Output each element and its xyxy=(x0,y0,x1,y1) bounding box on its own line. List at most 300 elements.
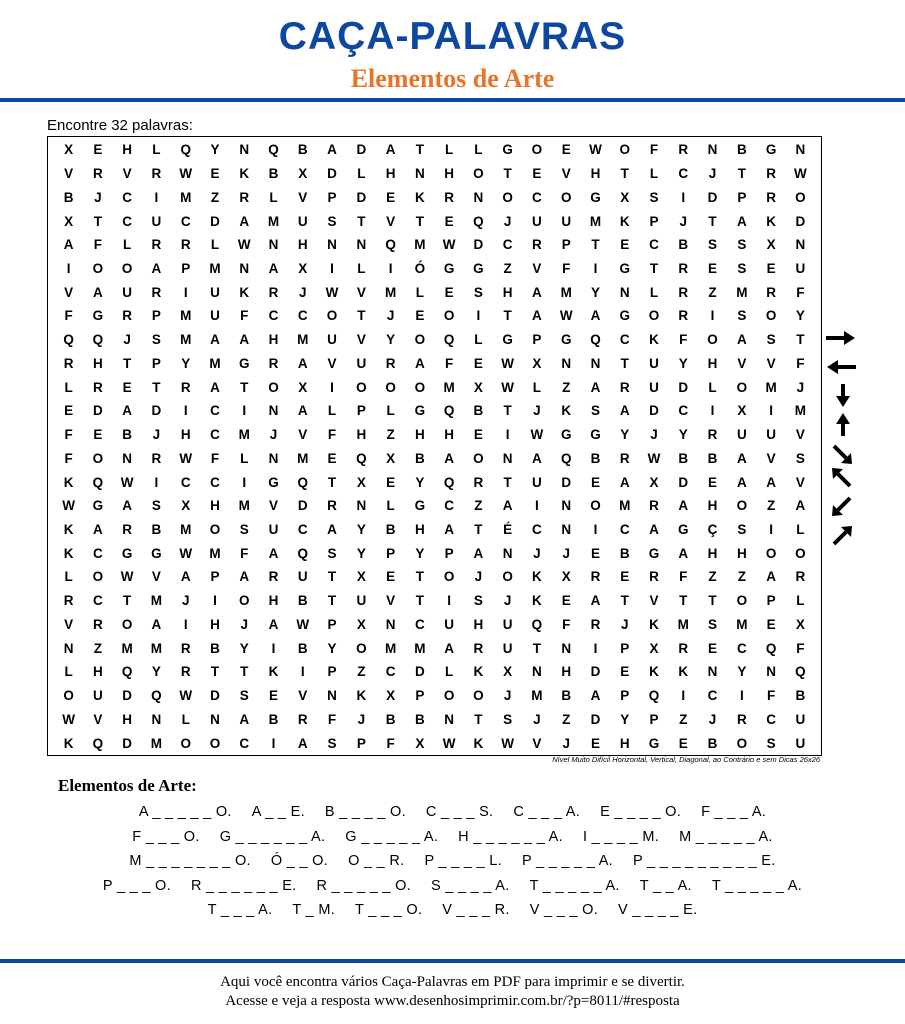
grid-cell: S xyxy=(649,189,659,205)
grid-cell: I xyxy=(242,403,247,419)
grid-cell: H xyxy=(93,355,103,371)
grid-cell: D xyxy=(356,142,367,158)
grid-cell: I xyxy=(330,260,334,276)
grid-cell: F xyxy=(796,640,805,656)
grid-cell: Y xyxy=(386,332,396,348)
grid-cell: N xyxy=(590,355,601,371)
grid-cell: N xyxy=(356,498,367,514)
grid-cell: R xyxy=(532,237,542,253)
grid-cell: R xyxy=(93,166,103,182)
grid-cell: K xyxy=(473,735,484,751)
grid-cell: M xyxy=(267,213,280,229)
grid-cell: U xyxy=(532,213,542,229)
grid-cell: Z xyxy=(386,427,395,443)
grid-cell: F xyxy=(562,260,571,276)
clues-heading: Elementos de Arte: xyxy=(58,776,197,795)
grid-cell: U xyxy=(297,213,308,229)
grid-cell: S xyxy=(766,332,776,348)
grid-cell: A xyxy=(590,308,601,324)
grid-cell: E xyxy=(386,569,396,585)
grid-cell: A xyxy=(590,593,601,609)
grid-cell: K xyxy=(561,403,572,419)
grid-cell: H xyxy=(210,616,220,632)
grid-cell: J xyxy=(650,427,658,443)
grid-cell: W xyxy=(793,166,807,182)
grid-cell: Q xyxy=(92,332,104,348)
grid-cell: D xyxy=(93,403,103,419)
grid-cell: I xyxy=(593,640,598,656)
grid-cell: R xyxy=(385,355,396,371)
grid-cell: O xyxy=(356,640,367,656)
grid-cell: R xyxy=(678,284,689,300)
grid-cell: S xyxy=(766,735,776,751)
grid-cell: T xyxy=(503,308,512,324)
grid-cell: N xyxy=(327,237,337,253)
grid-cell: Z xyxy=(708,284,717,300)
grid-cell: B xyxy=(707,450,718,466)
grid-cell: T xyxy=(123,593,132,609)
grid-cell: U xyxy=(151,213,162,229)
grid-cell: A xyxy=(532,308,542,324)
grid-cell: X xyxy=(64,213,74,229)
grid-cell: B xyxy=(678,237,689,253)
grid-cell: C xyxy=(210,403,220,419)
grid-cell: R xyxy=(180,379,191,395)
clue-item: C _ _ _ A. xyxy=(513,804,581,820)
grid-cell: G xyxy=(151,545,162,561)
clue-item: T _ M. xyxy=(292,902,336,918)
grid-cell: V xyxy=(298,189,308,205)
grid-cell: I xyxy=(271,640,276,656)
grid-cell: M xyxy=(384,284,397,300)
grid-cell: X xyxy=(503,664,513,680)
grid-cell: B xyxy=(297,142,308,158)
grid-cell: J xyxy=(796,379,805,395)
grid-cell: O xyxy=(795,189,806,205)
grid-cell: V xyxy=(386,593,396,609)
grid-cell: Y xyxy=(678,355,688,371)
direction-arrows xyxy=(822,318,862,558)
grid-cell: J xyxy=(181,593,190,609)
grid-cell: O xyxy=(121,260,133,276)
grid-cell: N xyxy=(268,237,279,253)
grid-cell: S xyxy=(327,735,337,751)
grid-cell: G xyxy=(560,427,572,443)
grid-cell: N xyxy=(327,688,337,704)
grid-cell: X xyxy=(356,569,366,585)
grid-cell: W xyxy=(647,450,661,466)
grid-cell: R xyxy=(151,166,162,182)
grid-cell: W xyxy=(237,237,251,253)
grid-cell: Q xyxy=(92,474,104,490)
grid-cell: G xyxy=(502,142,513,158)
grid-cell: O xyxy=(326,308,338,324)
grid-cell: S xyxy=(473,284,483,300)
grid-cell: F xyxy=(766,688,776,704)
grid-cell: H xyxy=(444,427,454,443)
grid-cell: R xyxy=(268,569,279,585)
grid-cell: I xyxy=(300,664,305,680)
grid-cell: S xyxy=(708,616,718,632)
grid-cell: P xyxy=(561,237,571,253)
grid-cell: G xyxy=(619,260,630,276)
grid-cell: W xyxy=(62,711,75,727)
grid-cell: V xyxy=(356,284,366,300)
grid-cell: A xyxy=(180,569,191,585)
grid-cell: W xyxy=(501,379,515,395)
grid-cell: U xyxy=(736,427,747,443)
grid-cell: Q xyxy=(443,474,455,490)
grid-cell: W xyxy=(325,284,339,300)
grid-cell: Q xyxy=(560,450,572,466)
grid-cell: C xyxy=(210,474,220,490)
grid-cell: W xyxy=(559,308,573,324)
grid-cell: N xyxy=(473,189,484,205)
page-title: CAÇA-PALAVRAS xyxy=(278,15,627,58)
grid-cell: E xyxy=(620,664,630,680)
grid-cell: R xyxy=(268,284,279,300)
grid-cell: H xyxy=(268,332,279,348)
grid-cell: D xyxy=(707,189,718,205)
clue-item: C _ _ _ S. xyxy=(425,804,494,820)
grid-cell: A xyxy=(766,474,776,490)
grid-cell: Y xyxy=(151,664,161,680)
grid-cell: C xyxy=(532,189,542,205)
grid-cell: S xyxy=(590,403,600,419)
grid-cell: F xyxy=(386,735,395,751)
grid-cell: M xyxy=(121,640,133,656)
grid-cell: A xyxy=(151,260,162,276)
grid-cell: L xyxy=(445,142,454,158)
grid-cell: Q xyxy=(151,688,162,704)
grid-cell: M xyxy=(794,403,806,419)
grid-cell: V xyxy=(386,213,396,229)
grid-cell: S xyxy=(151,498,161,514)
grid-cell: Z xyxy=(562,379,571,395)
grid-cell: R xyxy=(619,450,630,466)
grid-cell: G xyxy=(590,189,601,205)
grid-cell: R xyxy=(122,522,133,537)
grid-cell: D xyxy=(414,664,425,680)
grid-cell: T xyxy=(620,166,629,182)
grid-cell: B xyxy=(619,545,630,561)
grid-cell: I xyxy=(710,308,715,324)
grid-cell: O xyxy=(795,545,806,561)
grid-cell: Z xyxy=(474,498,483,514)
grid-cell: J xyxy=(503,213,512,229)
grid-cell: T xyxy=(796,332,805,348)
grid-cell: C xyxy=(532,522,542,537)
grid-cell: T xyxy=(649,260,659,276)
grid-cell: X xyxy=(766,237,776,253)
grid-cell: Q xyxy=(268,142,279,158)
grid-cell: M xyxy=(180,308,192,324)
grid-cell: Y xyxy=(356,545,366,561)
grid-cell: X xyxy=(298,166,308,182)
instruction-text: Encontre 32 palavras: xyxy=(47,117,193,134)
grid-cell: V xyxy=(795,427,805,443)
grid-cell: N xyxy=(356,237,367,253)
clue-item: T _ _ A. xyxy=(639,877,692,894)
grid-cell: A xyxy=(151,616,162,632)
left-arrow-icon xyxy=(827,360,856,374)
grid-cell: D xyxy=(473,237,484,253)
grid-cell: V xyxy=(122,166,132,182)
grid-cell: O xyxy=(502,569,513,585)
grid-cell: M xyxy=(414,237,426,253)
grid-cell: É xyxy=(503,522,513,537)
grid-cell: O xyxy=(92,569,104,585)
grid-cell: J xyxy=(357,711,366,727)
grid-cell: X xyxy=(649,640,659,656)
clue-item: B _ _ _ _ O. xyxy=(324,804,406,820)
grid-cell: B xyxy=(122,427,133,443)
grid-cell: C xyxy=(619,522,630,537)
bottom-divider xyxy=(0,959,905,963)
grid-cell: Ç xyxy=(707,522,718,537)
grid-cell: R xyxy=(619,379,630,395)
grid-cell: A xyxy=(532,450,542,466)
grid-cell: D xyxy=(590,711,601,727)
grid-cell: O xyxy=(268,379,279,395)
grid-cell: C xyxy=(268,308,279,324)
grid-cell: I xyxy=(769,403,773,419)
grid-cell: V xyxy=(64,166,74,182)
grid-cell: M xyxy=(209,260,221,276)
grid-cell: M xyxy=(180,189,192,205)
grid-cell: J xyxy=(94,189,102,205)
grid-cell: R xyxy=(795,569,806,585)
grid-cell: R xyxy=(268,355,279,371)
clue-item: P _ _ _ _ L. xyxy=(424,853,502,869)
grid-cell: M xyxy=(180,522,192,537)
grid-cell: T xyxy=(415,142,424,158)
grid-cell: B xyxy=(707,735,718,751)
grid-cell: J xyxy=(240,616,248,632)
grid-cell: I xyxy=(681,688,686,704)
grid-cell: E xyxy=(210,166,220,182)
grid-cell: D xyxy=(795,213,806,229)
grid-cell: X xyxy=(737,403,747,419)
grid-cell: A xyxy=(736,332,747,348)
grid-cell: O xyxy=(121,616,133,632)
grid-cell: O xyxy=(356,379,367,395)
grid-cell: H xyxy=(473,616,484,632)
grid-cell: H xyxy=(561,664,572,680)
grid-cell: L xyxy=(357,166,366,182)
grid-cell: D xyxy=(356,189,367,205)
grid-cell: A xyxy=(619,474,630,490)
grid-cell: E xyxy=(93,427,103,443)
grid-cell: A xyxy=(122,403,133,419)
grid-cell: B xyxy=(297,640,308,656)
grid-cell: L xyxy=(415,284,424,300)
grid-cell: I xyxy=(388,260,393,276)
clue-row xyxy=(0,800,905,825)
grid-cell: V xyxy=(298,427,308,443)
grid-cell: T xyxy=(503,166,512,182)
grid-cell: F xyxy=(445,355,454,371)
grid-cell: E xyxy=(620,237,630,253)
grid-cell: V xyxy=(532,735,542,751)
grid-cell: I xyxy=(183,284,188,300)
clue-item: A _ _ E. xyxy=(251,804,305,820)
grid-cell: K xyxy=(532,569,542,585)
clue-item: H _ _ _ _ _ _ A. xyxy=(458,828,563,845)
grid-cell: L xyxy=(123,237,132,253)
grid-cell: O xyxy=(385,379,396,395)
grid-cell: J xyxy=(708,711,717,727)
grid-cell: R xyxy=(444,189,454,205)
grid-cell: V xyxy=(532,260,542,276)
grid-cell: R xyxy=(297,711,308,727)
clue-row xyxy=(0,874,905,899)
grid-cell: R xyxy=(180,664,191,680)
grid-cell: P xyxy=(356,403,366,419)
grid-cell: F xyxy=(64,308,73,324)
grid-cell: U xyxy=(210,308,220,324)
grid-cell: Z xyxy=(708,569,717,585)
down-arrow-icon xyxy=(836,384,850,407)
grid-cell: W xyxy=(62,498,75,514)
grid-cell: S xyxy=(737,260,747,276)
grid-cell: O xyxy=(238,593,250,609)
grid-cell: R xyxy=(93,616,103,632)
grid-cell: T xyxy=(503,403,512,419)
grid-cell: C xyxy=(385,664,396,680)
grid-cell: A xyxy=(297,735,308,751)
grid-cell: A xyxy=(210,332,220,348)
grid-cell: A xyxy=(297,403,308,419)
grid-cell: Z xyxy=(93,640,103,656)
grid-cell: Q xyxy=(180,142,191,158)
grid-cell: E xyxy=(386,189,396,205)
grid-cell: T xyxy=(474,711,483,727)
grid-cell: R xyxy=(678,142,689,158)
grid-cell: B xyxy=(151,522,162,537)
grid-cell: Z xyxy=(766,498,776,514)
grid-cell: E xyxy=(620,569,630,585)
grid-cell: N xyxy=(239,260,250,276)
grid-cell: H xyxy=(268,593,279,609)
grid-cell: T xyxy=(620,355,629,371)
grid-cell: L xyxy=(64,569,73,585)
grid-cell: K xyxy=(239,284,250,300)
grid-cell: C xyxy=(736,640,747,656)
grid-cell: A xyxy=(444,522,454,537)
grid-cell: A xyxy=(502,498,513,514)
grid-cell: M xyxy=(736,284,748,300)
grid-cell: K xyxy=(268,664,279,680)
grid-cell: N xyxy=(561,498,572,514)
grid-cell: B xyxy=(297,593,308,609)
grid-cell: Q xyxy=(92,735,104,751)
word-search-grid xyxy=(47,136,822,756)
grid-cell: K xyxy=(63,735,74,751)
grid-cell: L xyxy=(474,332,483,348)
clue-row xyxy=(0,825,905,850)
grid-cell: J xyxy=(708,166,717,182)
grid-cell: O xyxy=(531,142,543,158)
grid-cell: A xyxy=(649,522,659,537)
grid-cell: I xyxy=(183,403,188,419)
grid-cell: R xyxy=(327,498,337,514)
grid-cell: S xyxy=(239,688,249,704)
grid-cell: O xyxy=(736,379,748,395)
grid-cell: I xyxy=(154,474,159,490)
clue-item: P _ _ _ _ _ _ _ _ _ E. xyxy=(633,853,776,869)
grid-cell: P xyxy=(386,545,396,561)
grid-cell: Q xyxy=(297,474,309,490)
grid-cell: T xyxy=(532,640,542,656)
grid-cell: Q xyxy=(443,403,455,419)
grid-cell: Z xyxy=(737,569,746,585)
grid-cell: U xyxy=(561,213,572,229)
grid-cell: G xyxy=(765,142,777,158)
grid-cell: P xyxy=(151,355,161,371)
grid-cell: H xyxy=(590,166,601,182)
grid-cell: G xyxy=(268,474,279,490)
grid-cell: G xyxy=(414,498,426,514)
clue-item: P _ _ _ O. xyxy=(102,877,171,894)
grid-cell: A xyxy=(590,379,601,395)
grid-cell: L xyxy=(181,711,190,727)
grid-cell: S xyxy=(239,522,249,537)
grid-cell: P xyxy=(327,616,337,632)
grid-cell: K xyxy=(63,545,74,561)
grid-cell: F xyxy=(327,711,337,727)
grid-cell: O xyxy=(92,450,104,466)
grid-cell: W xyxy=(179,545,193,561)
grid-cell: Q xyxy=(121,664,133,680)
grid-cell: E xyxy=(473,427,483,443)
grid-cell: E xyxy=(678,735,688,751)
grid-cell: C xyxy=(707,688,718,704)
grid-cell: I xyxy=(593,522,598,537)
grid-cell: L xyxy=(327,403,337,419)
grid-cell: R xyxy=(180,237,191,253)
grid-cell: C xyxy=(122,189,133,205)
grid-cell: E xyxy=(590,474,600,490)
grid-cell: N xyxy=(707,664,718,680)
grid-cell: T xyxy=(620,593,629,609)
grid-cell: C xyxy=(122,213,133,229)
grid-cell: A xyxy=(63,237,74,253)
grid-cell: O xyxy=(560,189,572,205)
grid-cell: I xyxy=(66,260,71,276)
grid-cell: W xyxy=(179,688,193,704)
grid-cell: U xyxy=(649,379,659,395)
grid-cell: G xyxy=(648,545,660,561)
grid-cell: R xyxy=(766,189,776,205)
grid-cell: R xyxy=(590,569,601,585)
grid-cell: U xyxy=(297,569,308,585)
grid-cell: C xyxy=(297,308,308,324)
grid-cell: K xyxy=(63,522,74,537)
grid-cell: O xyxy=(619,142,630,158)
grid-cell: Q xyxy=(443,332,455,348)
grid-cell: Y xyxy=(678,427,688,443)
grid-cell: B xyxy=(385,711,396,727)
grid-cell: W xyxy=(501,355,515,371)
grid-cell: J xyxy=(474,569,483,585)
grid-cell: N xyxy=(210,711,220,727)
grid-cell: A xyxy=(239,569,250,585)
grid-cell: I xyxy=(535,498,539,514)
grid-cell: M xyxy=(150,593,163,609)
grid-cell: L xyxy=(357,260,366,276)
grid-cell: U xyxy=(766,427,776,443)
